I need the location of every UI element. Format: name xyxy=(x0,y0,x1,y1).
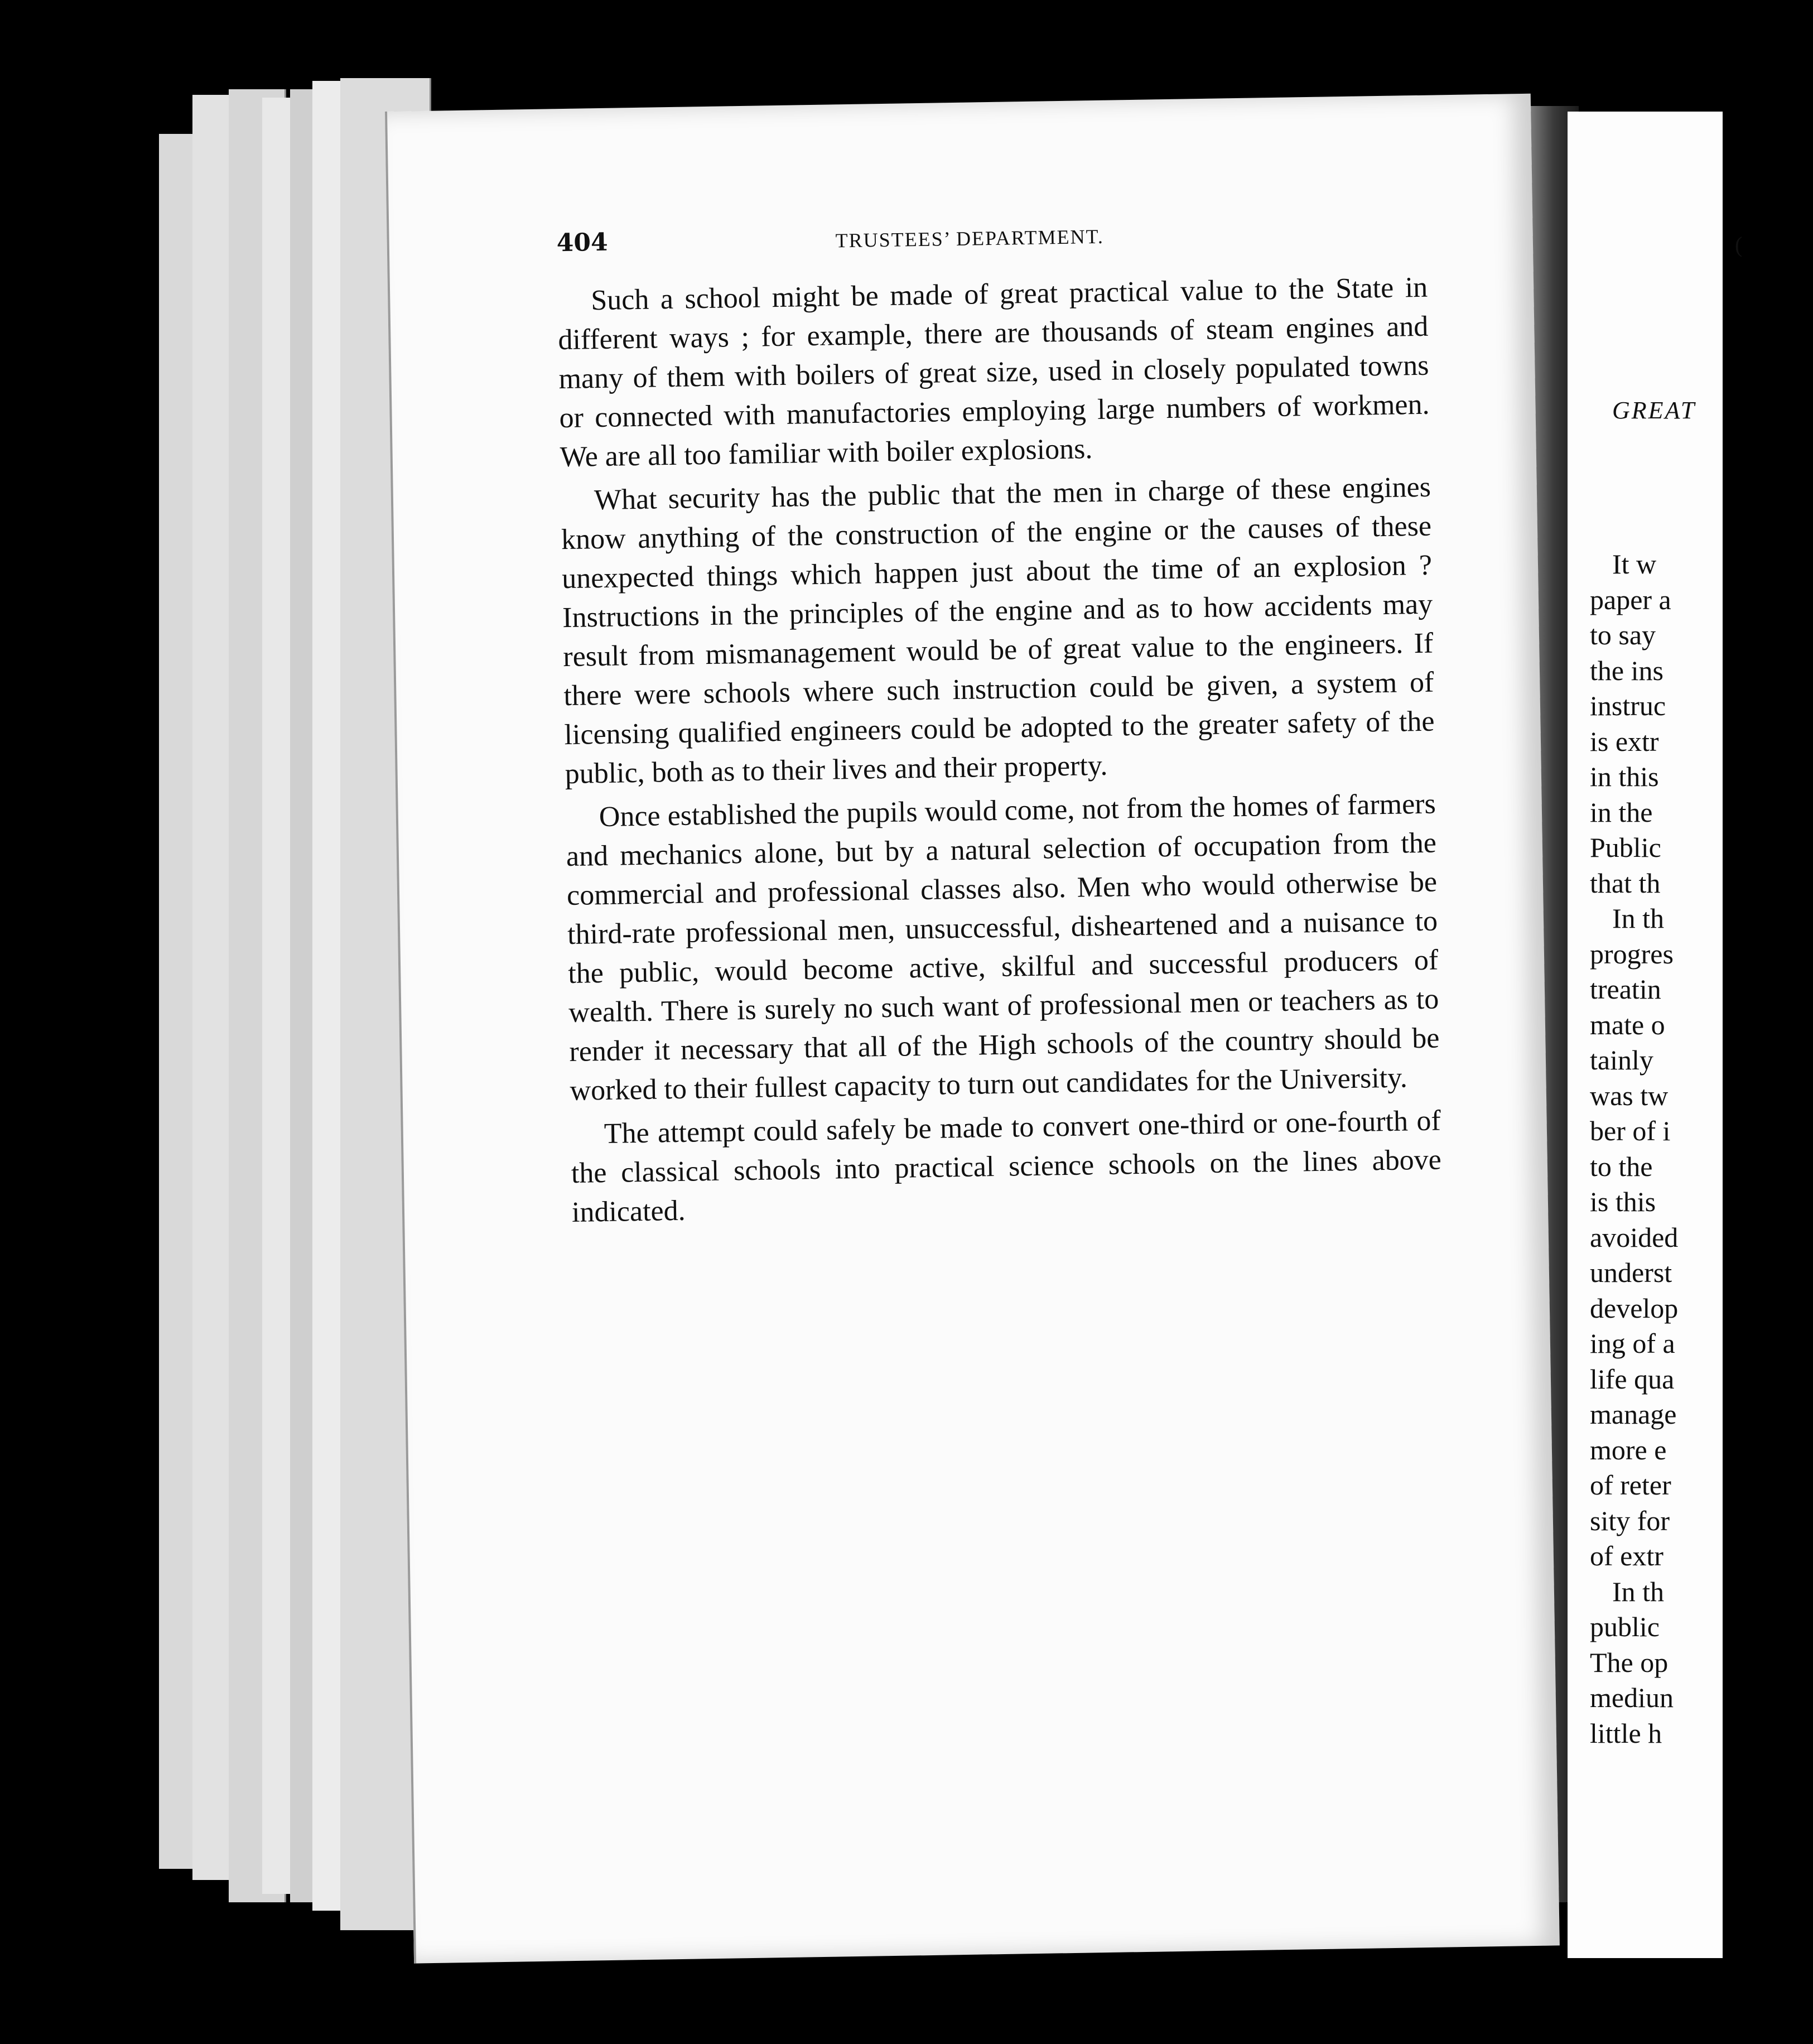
line-fragment: treatin xyxy=(1590,973,1661,1005)
line-fragment: paper a xyxy=(1590,584,1671,615)
line-fragment: is extr xyxy=(1590,725,1659,757)
line-fragment: sity for xyxy=(1590,1505,1670,1536)
paragraph: Such a school might be made of great practical value to the State in different ways ; for example, there are thousands of steam engines and many of them with boilers of great size, used in closely populated towns or connected with manufactories employing large numbers of workmen. We are all too familiar with boiler explosions. xyxy=(558,271,1430,474)
page-number: 404 xyxy=(556,228,608,258)
right-heading-fragment: GREAT xyxy=(1612,397,1696,424)
line-fragment: mediun xyxy=(1590,1682,1674,1713)
line-fragment: In th xyxy=(1612,903,1665,934)
line-fragment: ber of i xyxy=(1590,1115,1671,1146)
line-fragment: Public xyxy=(1590,832,1661,863)
line-fragment: It w xyxy=(1612,548,1657,580)
line-fragment: is this xyxy=(1590,1186,1656,1217)
line-fragment: ing of a xyxy=(1590,1328,1675,1359)
body-text xyxy=(557,268,1443,1237)
line-fragment: in the xyxy=(1590,796,1653,828)
line-fragment: little h xyxy=(1590,1717,1662,1749)
line-fragment: The op xyxy=(1590,1646,1669,1678)
left-page xyxy=(385,94,1560,1964)
line-fragment: In th xyxy=(1612,1575,1665,1607)
line-fragment: underst xyxy=(1590,1257,1672,1288)
line-fragment: that th xyxy=(1590,867,1661,899)
line-fragment: to the xyxy=(1590,1150,1653,1182)
line-fragment: avoided xyxy=(1590,1221,1679,1253)
line-fragment: more e xyxy=(1590,1434,1667,1465)
right-line-fragments xyxy=(1590,547,1678,1751)
line-fragment: tainly xyxy=(1590,1044,1653,1076)
paragraph: What security has the public that the men in charge of these engines know anything of the construction of the engine or the causes of these unexpected things which happen just about the time of an explosion ? Instructions in the principles of the engine and as to how accidents may result from mismanagement would be of great value to the engineers. If there were schools where such instruction could be given, a system of licensing qualified engineers could be adopted to the greater safety of the public, both as to their lives and their property. xyxy=(561,471,1435,790)
line-fragment: of extr xyxy=(1590,1540,1663,1571)
line-fragment: manage xyxy=(1590,1399,1677,1430)
line-fragment: life qua xyxy=(1590,1363,1675,1395)
line-fragment: instruc xyxy=(1590,690,1666,721)
line-fragment: was tw xyxy=(1590,1079,1669,1111)
line-fragment: the ins xyxy=(1590,654,1663,686)
line-fragment: of reter xyxy=(1590,1469,1671,1501)
header-title: TRUSTEES’ DEPARTMENT. xyxy=(835,225,1105,252)
line-fragment: progres xyxy=(1590,938,1674,970)
corner-mark: ( xyxy=(1735,232,1743,257)
line-fragment: mate o xyxy=(1590,1009,1665,1040)
paragraph: The attempt could safely be made to convert one-third or one-fourth of the classical schools into practical science schools on the lines above indicated. xyxy=(571,1105,1442,1228)
paragraph: Once established the pupils would come, not from the homes of farmers and mechanics alone, but by a natural selection of occupation from the commercial and professional classes also. Men who would otherwise be third-rate professional men, unsuccessful, disheartened and a nuisance to the public, would become active, skilful and successful producers of wealth. There is surely no such want of professional men or teachers as to render it necessary that all of the High schools of the country should be worked to their fullest capacity to turn out candidates for the University. xyxy=(566,788,1440,1107)
line-fragment: public xyxy=(1590,1611,1660,1642)
line-fragment: to say xyxy=(1590,619,1656,650)
right-page xyxy=(1568,112,1743,1958)
line-fragment: develop xyxy=(1590,1292,1679,1324)
line-fragment: in this xyxy=(1590,761,1659,792)
running-head xyxy=(556,214,1505,262)
